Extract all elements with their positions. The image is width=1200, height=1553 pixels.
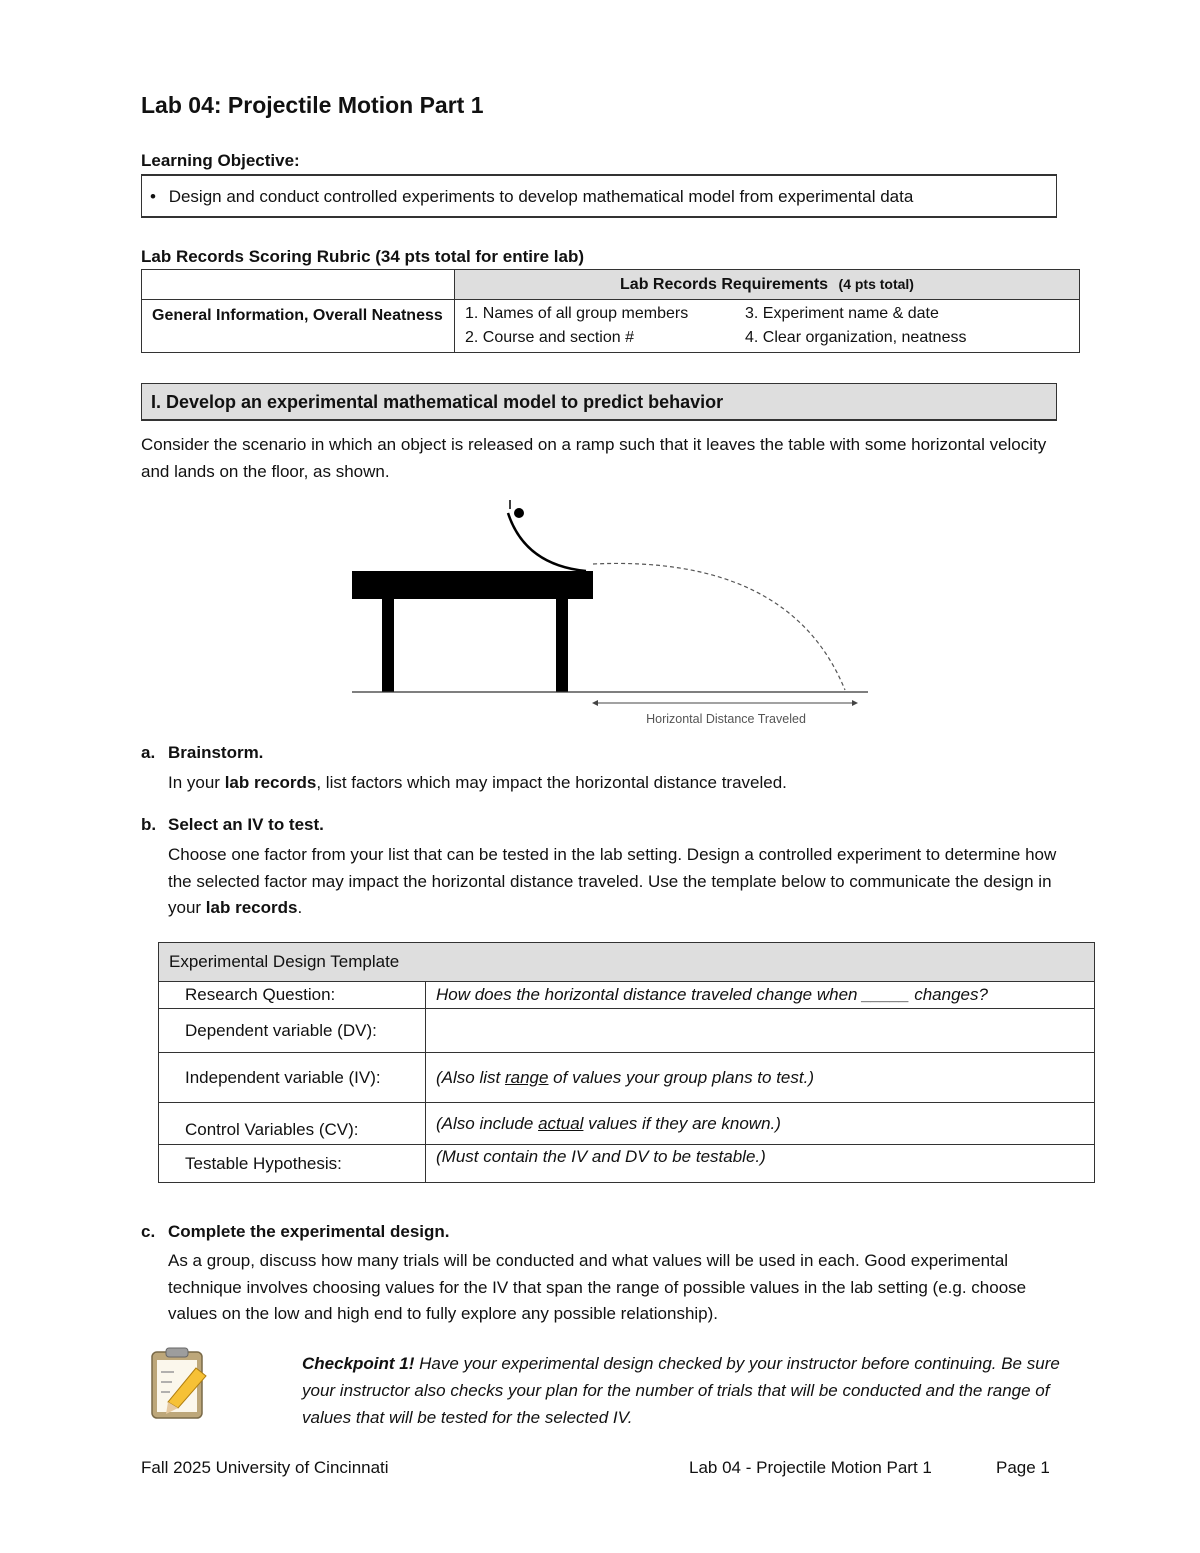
requirement-item: 3. Experiment name & date [745,305,939,322]
rubric-row-label: General Information, Overall Neatness [142,300,455,353]
design-table-header: Experimental Design Template [159,943,1095,982]
requirement-item: 4. Clear organization, neatness [745,329,967,346]
item-b-heading: Select an IV to test. [168,815,324,834]
item-c-heading: Complete the experimental design. [168,1222,450,1241]
projectile-diagram [340,495,880,730]
requirement-item: 2. Course and section # [465,329,634,346]
section-intro: Consider the scenario in which an object is released on a ramp such that it leaves the table with some horizontal velocity and lands on the floor, as shown. [141,435,1047,481]
arrowhead-right-icon [852,700,858,706]
learning-objective-box [141,174,1057,218]
learning-objective-item: Design and conduct controlled experiments to develop mathematical model from experimental data [168,187,914,206]
footer-left: Fall 2025 University of Cincinnati [141,1458,389,1477]
rubric-table [141,269,1080,353]
rubric-heading: Lab Records Scoring Rubric (34 pts total for entire lab) [141,247,585,266]
arrowhead-left-icon [592,700,598,706]
table-row [159,1103,1095,1145]
footer-page-number: Page 1 [996,1458,1050,1477]
th-value[interactable]: (Must contain the IV and DV to be testable.) [426,1145,1095,1183]
rq-value: How does the horizontal distance traveled change when _____ changes? [426,982,1095,1009]
trajectory-path [593,563,845,690]
cv-value[interactable]: (Also include actual values if they are known.) [426,1103,1095,1145]
table-row [159,982,1095,1009]
th-label: Testable Hypothesis: [159,1145,426,1183]
item-b-letter: b. [141,815,157,834]
rubric-requirements [455,300,1080,353]
item-c-text: As a group, discuss how many trials will be conducted and what values will be used in each. Good experimental technique involves choosing values for the IV that span the range of possible values in the lab setting (e.g. choose values on the low and high end to fully explore any possible relationship). [168,1251,1027,1323]
figure-label: Horizontal Distance Traveled [646,712,806,726]
table-row [159,1053,1095,1103]
cv-label: Control Variables (CV): [159,1103,426,1145]
section-heading: I. Develop an experimental mathematical model to predict behavior [151,392,724,412]
item-b-text: Choose one factor from your list that can be tested in the lab setting. Design a controlled experiment to determine how the selected factor may impact the horizontal distance traveled. Use the template below to communicate the design in your lab records. [168,845,1057,917]
ramp-curve [508,513,586,571]
ball-icon [514,508,524,518]
iv-label: Independent variable (IV): [159,1053,426,1103]
rq-label: Research Question: [159,982,426,1009]
item-a-text: In your lab records, list factors which may impact the horizontal distance traveled. [168,773,787,792]
rubric-column-header: Lab Records Requirements (4 pts total) [455,270,1080,300]
checkpoint-text: Checkpoint 1! Have your experimental design checked by your instructor before continuing. Be sure your instructor also checks your plan for the number of trials that will be conducted and the range of values that will be tested for the selected IV. [302,1354,1060,1427]
footer-center: Lab 04 - Projectile Motion Part 1 [689,1458,932,1477]
section-heading-bar [141,383,1057,421]
iv-value[interactable]: (Also list range of values your group plans to test.) [426,1053,1095,1103]
item-a-heading: Brainstorm. [168,743,264,762]
item-c-letter: c. [141,1222,156,1241]
table-row [159,1145,1095,1183]
item-a-letter: a. [141,743,156,762]
dv-value[interactable] [426,1009,1095,1053]
learning-objective-heading: Learning Objective: [141,151,300,170]
rubric-blank-header [142,270,455,300]
dv-label: Dependent variable (DV): [159,1009,426,1053]
table-icon [352,571,593,692]
requirement-item: 1. Names of all group members [465,305,689,322]
bullet-icon: • [150,187,156,206]
clipboard-pencil-icon [148,1346,210,1422]
page-title: Lab 04: Projectile Motion Part 1 [141,92,484,118]
table-row [159,1009,1095,1053]
experimental-design-table [158,942,1095,1183]
